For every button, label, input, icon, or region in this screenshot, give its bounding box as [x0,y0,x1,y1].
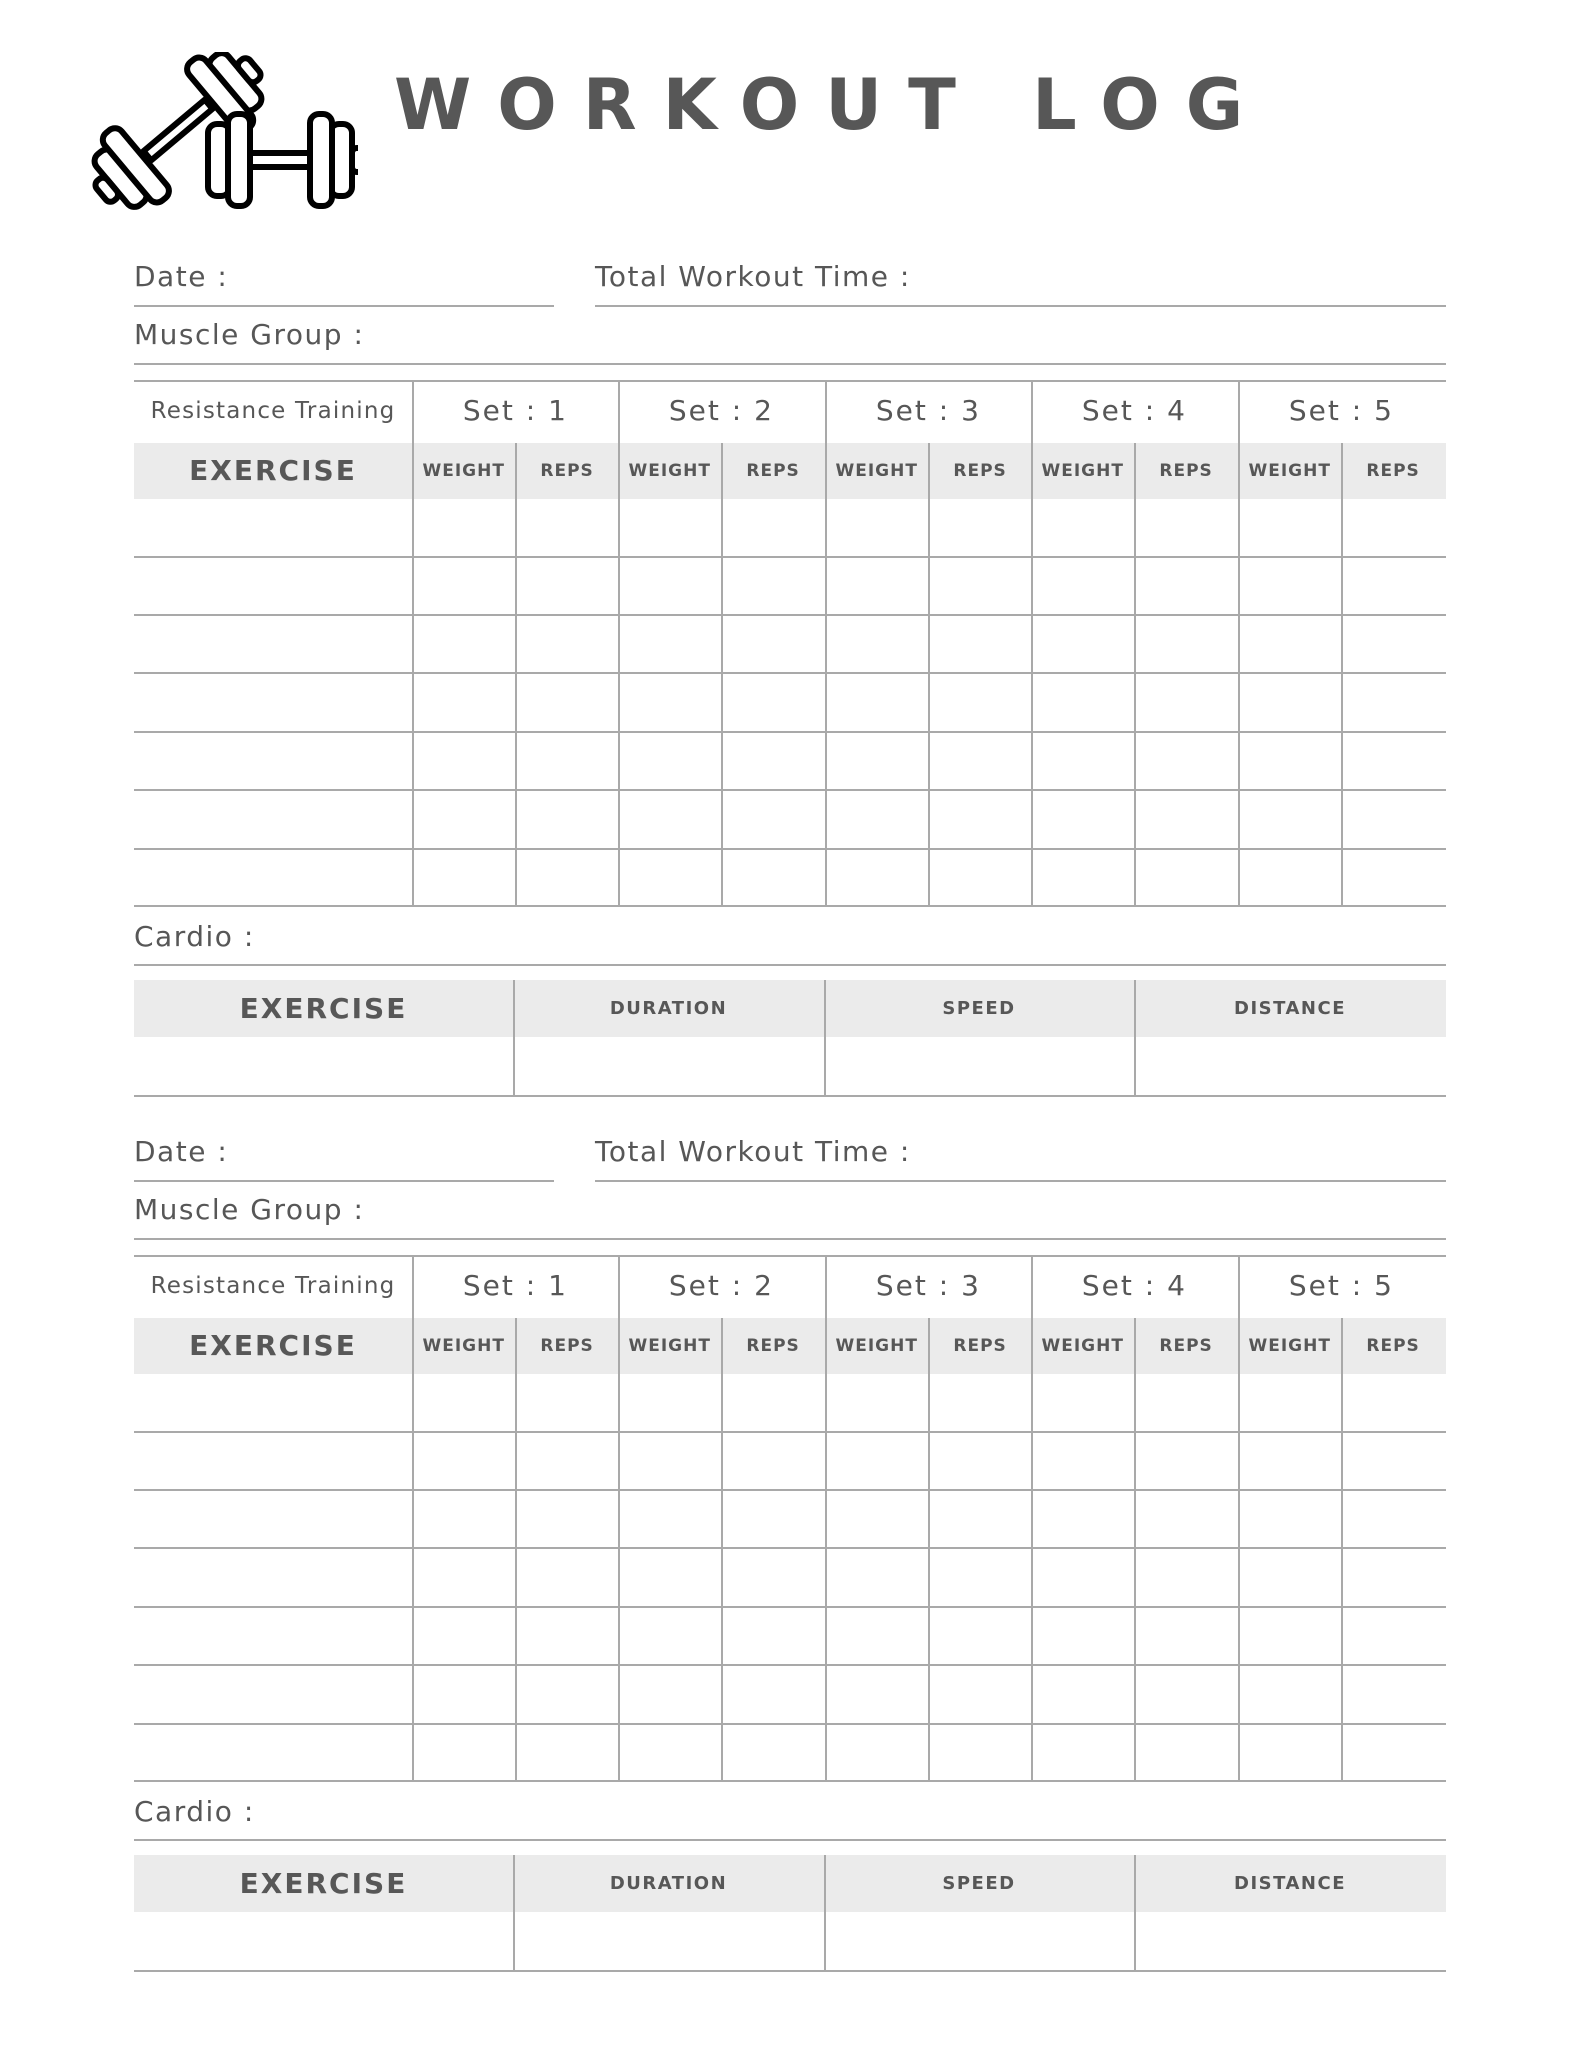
set-1-reps-cell[interactable] [515,1374,618,1431]
set-2-reps-cell[interactable] [721,556,824,613]
set-4-weight-cell[interactable] [1031,1664,1134,1721]
muscle-group-label: Muscle Group : [134,1193,365,1226]
cardio-field[interactable] [134,964,1446,966]
set-3-reps-cell[interactable] [928,1489,1031,1546]
set-4-reps-cell[interactable] [1134,614,1237,671]
set-1-weight-cell[interactable] [412,556,515,613]
cardio-divider [1134,1855,1136,1970]
set-5-weight-cell[interactable] [1238,1723,1341,1780]
set-5-weight-cell[interactable] [1238,1489,1341,1546]
set-3-reps-cell[interactable] [928,848,1031,905]
set-3-label: Set : 3 [875,394,981,427]
set-3-reps-cell[interactable] [928,1606,1031,1663]
set-2-reps-cell[interactable] [721,499,824,556]
set-2-weight-cell[interactable] [618,672,721,729]
set-5-reps-cell[interactable] [1341,731,1444,788]
cardio-exercise-cell[interactable] [134,1037,513,1094]
total-workout-time-label: Total Workout Time : [595,1135,911,1168]
set-4-label: Set : 4 [1081,394,1187,427]
set-2-weight-cell[interactable] [618,1723,721,1780]
set-1-weight-cell[interactable] [412,1431,515,1488]
set-2-reps-cell[interactable] [721,1489,824,1546]
set-4-reps-cell[interactable] [1134,499,1237,556]
distance-cell[interactable] [1134,1037,1446,1094]
set-5-weight-cell[interactable] [1238,731,1341,788]
set-1-reps-cell[interactable] [515,1431,618,1488]
distance-cell[interactable] [1134,1912,1446,1969]
set-4-reps-header: REPS [1159,460,1213,481]
set-2-reps-header: REPS [746,460,800,481]
set-2-weight-cell[interactable] [618,1606,721,1663]
set-3-weight-cell[interactable] [825,789,928,846]
set-3-reps-header: REPS [953,460,1007,481]
set-4-reps-cell[interactable] [1134,731,1237,788]
distance-header: DISTANCE [1234,997,1346,1019]
set-2-weight-cell[interactable] [618,1547,721,1604]
exercise-header: EXERCISE [189,1329,357,1362]
set-3-weight-cell[interactable] [825,1606,928,1663]
set-3-weight-cell[interactable] [825,1489,928,1546]
set-2-weight-header: WEIGHT [628,460,711,481]
exercise-cell[interactable] [134,1431,412,1488]
dumbbells-icon [68,52,358,217]
set-5-weight-cell[interactable] [1238,1374,1341,1431]
set-4-label: Set : 4 [1081,1269,1187,1302]
set-1-reps-cell[interactable] [515,1606,618,1663]
cardio-field[interactable] [134,1839,1446,1841]
set-1-weight-cell[interactable] [412,614,515,671]
set-1-weight-cell[interactable] [412,1606,515,1663]
set-5-weight-cell[interactable] [1238,556,1341,613]
set-1-weight-cell[interactable] [412,731,515,788]
cardio-label: Cardio : [134,1795,255,1828]
set-5-reps-cell[interactable] [1341,1489,1444,1546]
set-4-reps-cell[interactable] [1134,1431,1237,1488]
set-4-reps-cell[interactable] [1134,1664,1237,1721]
set-1-weight-cell[interactable] [412,1374,515,1431]
duration-header: DURATION [609,997,728,1019]
set-3-weight-cell[interactable] [825,1374,928,1431]
set-4-reps-cell[interactable] [1134,1606,1237,1663]
exercise-header: EXERCISE [189,454,357,487]
set-2-reps-cell[interactable] [721,1431,824,1488]
exercise-cell[interactable] [134,499,412,556]
cardio-label: Cardio : [134,920,255,953]
set-5-reps-cell[interactable] [1341,1723,1444,1780]
set-4-weight-header: WEIGHT [1041,460,1124,481]
set-1-weight-header: WEIGHT [422,1335,505,1356]
set-1-reps-cell[interactable] [515,556,618,613]
set-1-weight-cell[interactable] [412,1547,515,1604]
set-3-weight-cell[interactable] [825,614,928,671]
date-field[interactable] [134,1180,554,1182]
exercise-cell[interactable] [134,556,412,613]
set-2-weight-cell[interactable] [618,789,721,846]
set-5-reps-cell[interactable] [1341,848,1444,905]
set-5-reps-header: REPS [1366,460,1420,481]
set-4-weight-header: WEIGHT [1041,1335,1124,1356]
set-5-reps-cell[interactable] [1341,1606,1444,1663]
cardio-divider [1134,980,1136,1095]
set-2-weight-cell[interactable] [618,499,721,556]
set-5-reps-cell[interactable] [1341,556,1444,613]
set-4-reps-cell[interactable] [1134,556,1237,613]
set-3-reps-cell[interactable] [928,672,1031,729]
muscle-group-label: Muscle Group : [134,318,365,351]
set-1-weight-header: WEIGHT [422,460,505,481]
set-4-weight-cell[interactable] [1031,1374,1134,1431]
exercise-cell[interactable] [134,1374,412,1431]
set-4-reps-cell[interactable] [1134,789,1237,846]
set-5-label: Set : 5 [1288,1269,1394,1302]
set-4-weight-cell[interactable] [1031,1723,1134,1780]
set-3-weight-header: WEIGHT [835,460,918,481]
set-1-reps-cell[interactable] [515,499,618,556]
cardio-exercise-header: EXERCISE [239,991,408,1025]
page-title: WORKOUT LOG [394,64,1270,146]
set-4-weight-cell[interactable] [1031,1489,1134,1546]
set-1-reps-cell[interactable] [515,1547,618,1604]
set-1-weight-cell[interactable] [412,499,515,556]
set-4-weight-cell[interactable] [1031,499,1134,556]
set-4-reps-header: REPS [1159,1335,1213,1356]
set-4-weight-cell[interactable] [1031,789,1134,846]
set-2-reps-cell[interactable] [721,1547,824,1604]
set-1-reps-cell[interactable] [515,1489,618,1546]
set-5-weight-cell[interactable] [1238,789,1341,846]
date-label: Date : [134,1135,229,1168]
set-2-label: Set : 2 [668,394,774,427]
total-workout-time-field[interactable] [595,1180,1446,1182]
set-4-weight-cell[interactable] [1031,731,1134,788]
cardio-divider [513,980,515,1095]
set-5-reps-header: REPS [1366,1335,1420,1356]
exercise-cell[interactable] [134,672,412,729]
set-5-weight-header: WEIGHT [1248,460,1331,481]
set-4-weight-cell[interactable] [1031,672,1134,729]
set-2-reps-cell[interactable] [721,1723,824,1780]
total-workout-time-field[interactable] [595,305,1446,307]
set-1-reps-header: REPS [540,1335,594,1356]
resistance-training-label: Resistance Training [150,1272,396,1299]
set-2-reps-cell[interactable] [721,1374,824,1431]
exercise-cell[interactable] [134,789,412,846]
set-3-reps-cell[interactable] [928,1547,1031,1604]
exercise-cell[interactable] [134,1489,412,1546]
set-1-weight-cell[interactable] [412,672,515,729]
set-2-weight-header: WEIGHT [628,1335,711,1356]
cardio-exercise-header: EXERCISE [239,1866,408,1900]
set-2-reps-cell[interactable] [721,1606,824,1663]
set-5-weight-cell[interactable] [1238,1664,1341,1721]
set-3-reps-cell[interactable] [928,731,1031,788]
set-2-weight-cell[interactable] [618,1374,721,1431]
set-5-reps-cell[interactable] [1341,614,1444,671]
set-4-weight-cell[interactable] [1031,848,1134,905]
duration-cell[interactable] [513,1037,824,1094]
muscle-group-field[interactable] [134,363,1446,365]
set-2-reps-cell[interactable] [721,672,824,729]
set-3-reps-header: REPS [953,1335,1007,1356]
set-2-reps-cell[interactable] [721,731,824,788]
set-3-weight-cell[interactable] [825,1547,928,1604]
speed-header: SPEED [942,997,1016,1019]
set-1-reps-cell[interactable] [515,731,618,788]
set-3-weight-header: WEIGHT [835,1335,918,1356]
set-5-weight-cell[interactable] [1238,614,1341,671]
set-4-weight-cell[interactable] [1031,1547,1134,1604]
set-3-reps-cell[interactable] [928,789,1031,846]
set-4-reps-cell[interactable] [1134,672,1237,729]
exercise-cell[interactable] [134,614,412,671]
set-1-reps-header: REPS [540,460,594,481]
set-3-weight-cell[interactable] [825,731,928,788]
cardio-exercise-cell[interactable] [134,1912,513,1969]
set-2-weight-cell[interactable] [618,614,721,671]
set-5-reps-cell[interactable] [1341,672,1444,729]
date-field[interactable] [134,305,554,307]
cardio-divider [824,1855,826,1970]
row-line [134,905,1446,907]
set-2-label: Set : 2 [668,1269,774,1302]
set-5-weight-cell[interactable] [1238,1431,1341,1488]
set-3-reps-cell[interactable] [928,614,1031,671]
set-2-reps-cell[interactable] [721,848,824,905]
speed-cell[interactable] [824,1912,1134,1969]
set-1-weight-cell[interactable] [412,1489,515,1546]
set-2-reps-cell[interactable] [721,789,824,846]
total-workout-time-label: Total Workout Time : [595,260,911,293]
cardio-divider [513,1855,515,1970]
set-5-reps-cell[interactable] [1341,1431,1444,1488]
set-1-label: Set : 1 [462,394,568,427]
set-1-weight-cell[interactable] [412,848,515,905]
set-3-weight-cell[interactable] [825,1431,928,1488]
set-3-label: Set : 3 [875,1269,981,1302]
set-3-weight-cell[interactable] [825,499,928,556]
set-1-reps-cell[interactable] [515,1664,618,1721]
set-4-reps-cell[interactable] [1134,1547,1237,1604]
set-2-weight-cell[interactable] [618,1431,721,1488]
set-1-reps-cell[interactable] [515,614,618,671]
set-4-reps-cell[interactable] [1134,1489,1237,1546]
set-5-weight-cell[interactable] [1238,1547,1341,1604]
set-5-reps-cell[interactable] [1341,1664,1444,1721]
set-4-weight-cell[interactable] [1031,1606,1134,1663]
set-5-reps-cell[interactable] [1341,789,1444,846]
date-label: Date : [134,260,229,293]
set-3-weight-cell[interactable] [825,1723,928,1780]
cardio-divider [824,980,826,1095]
set-5-weight-cell[interactable] [1238,499,1341,556]
set-5-weight-cell[interactable] [1238,1606,1341,1663]
set-2-weight-cell[interactable] [618,731,721,788]
set-4-reps-cell[interactable] [1134,1374,1237,1431]
distance-header: DISTANCE [1234,1872,1346,1894]
set-3-reps-cell[interactable] [928,1431,1031,1488]
set-3-reps-cell[interactable] [928,1723,1031,1780]
exercise-cell[interactable] [134,731,412,788]
row-line [134,1780,1446,1782]
exercise-cell[interactable] [134,1547,412,1604]
set-2-weight-cell[interactable] [618,1664,721,1721]
set-3-weight-cell[interactable] [825,1664,928,1721]
set-1-reps-cell[interactable] [515,1723,618,1780]
set-3-reps-cell[interactable] [928,1664,1031,1721]
set-2-reps-header: REPS [746,1335,800,1356]
set-2-reps-cell[interactable] [721,1664,824,1721]
set-5-weight-cell[interactable] [1238,672,1341,729]
set-4-weight-cell[interactable] [1031,1431,1134,1488]
set-2-weight-cell[interactable] [618,1489,721,1546]
set-3-weight-cell[interactable] [825,556,928,613]
set-4-weight-cell[interactable] [1031,614,1134,671]
exercise-cell[interactable] [134,1723,412,1780]
set-3-weight-cell[interactable] [825,848,928,905]
set-5-label: Set : 5 [1288,394,1394,427]
set-4-weight-cell[interactable] [1031,556,1134,613]
set-1-reps-cell[interactable] [515,848,618,905]
set-2-reps-cell[interactable] [721,614,824,671]
resistance-training-label: Resistance Training [150,397,396,424]
set-5-reps-cell[interactable] [1341,1547,1444,1604]
set-4-reps-cell[interactable] [1134,1723,1237,1780]
set-3-reps-cell[interactable] [928,1374,1031,1431]
set-5-weight-cell[interactable] [1238,848,1341,905]
set-1-weight-cell[interactable] [412,1723,515,1780]
duration-header: DURATION [609,1872,728,1894]
set-1-weight-cell[interactable] [412,789,515,846]
set-5-reps-cell[interactable] [1341,1374,1444,1431]
set-1-reps-cell[interactable] [515,672,618,729]
set-3-reps-cell[interactable] [928,499,1031,556]
cardio-bottom-line [134,1970,1446,1972]
set-1-reps-cell[interactable] [515,789,618,846]
exercise-cell[interactable] [134,848,412,905]
set-5-weight-header: WEIGHT [1248,1335,1331,1356]
set-3-reps-cell[interactable] [928,556,1031,613]
set-3-weight-cell[interactable] [825,672,928,729]
exercise-cell[interactable] [134,1664,412,1721]
exercise-cell[interactable] [134,1606,412,1663]
speed-cell[interactable] [824,1037,1134,1094]
duration-cell[interactable] [513,1912,824,1969]
speed-header: SPEED [942,1872,1016,1894]
set-1-weight-cell[interactable] [412,1664,515,1721]
set-2-weight-cell[interactable] [618,556,721,613]
muscle-group-field[interactable] [134,1238,1446,1240]
set-4-reps-cell[interactable] [1134,848,1237,905]
cardio-bottom-line [134,1095,1446,1097]
set-1-label: Set : 1 [462,1269,568,1302]
set-2-weight-cell[interactable] [618,848,721,905]
set-5-reps-cell[interactable] [1341,499,1444,556]
